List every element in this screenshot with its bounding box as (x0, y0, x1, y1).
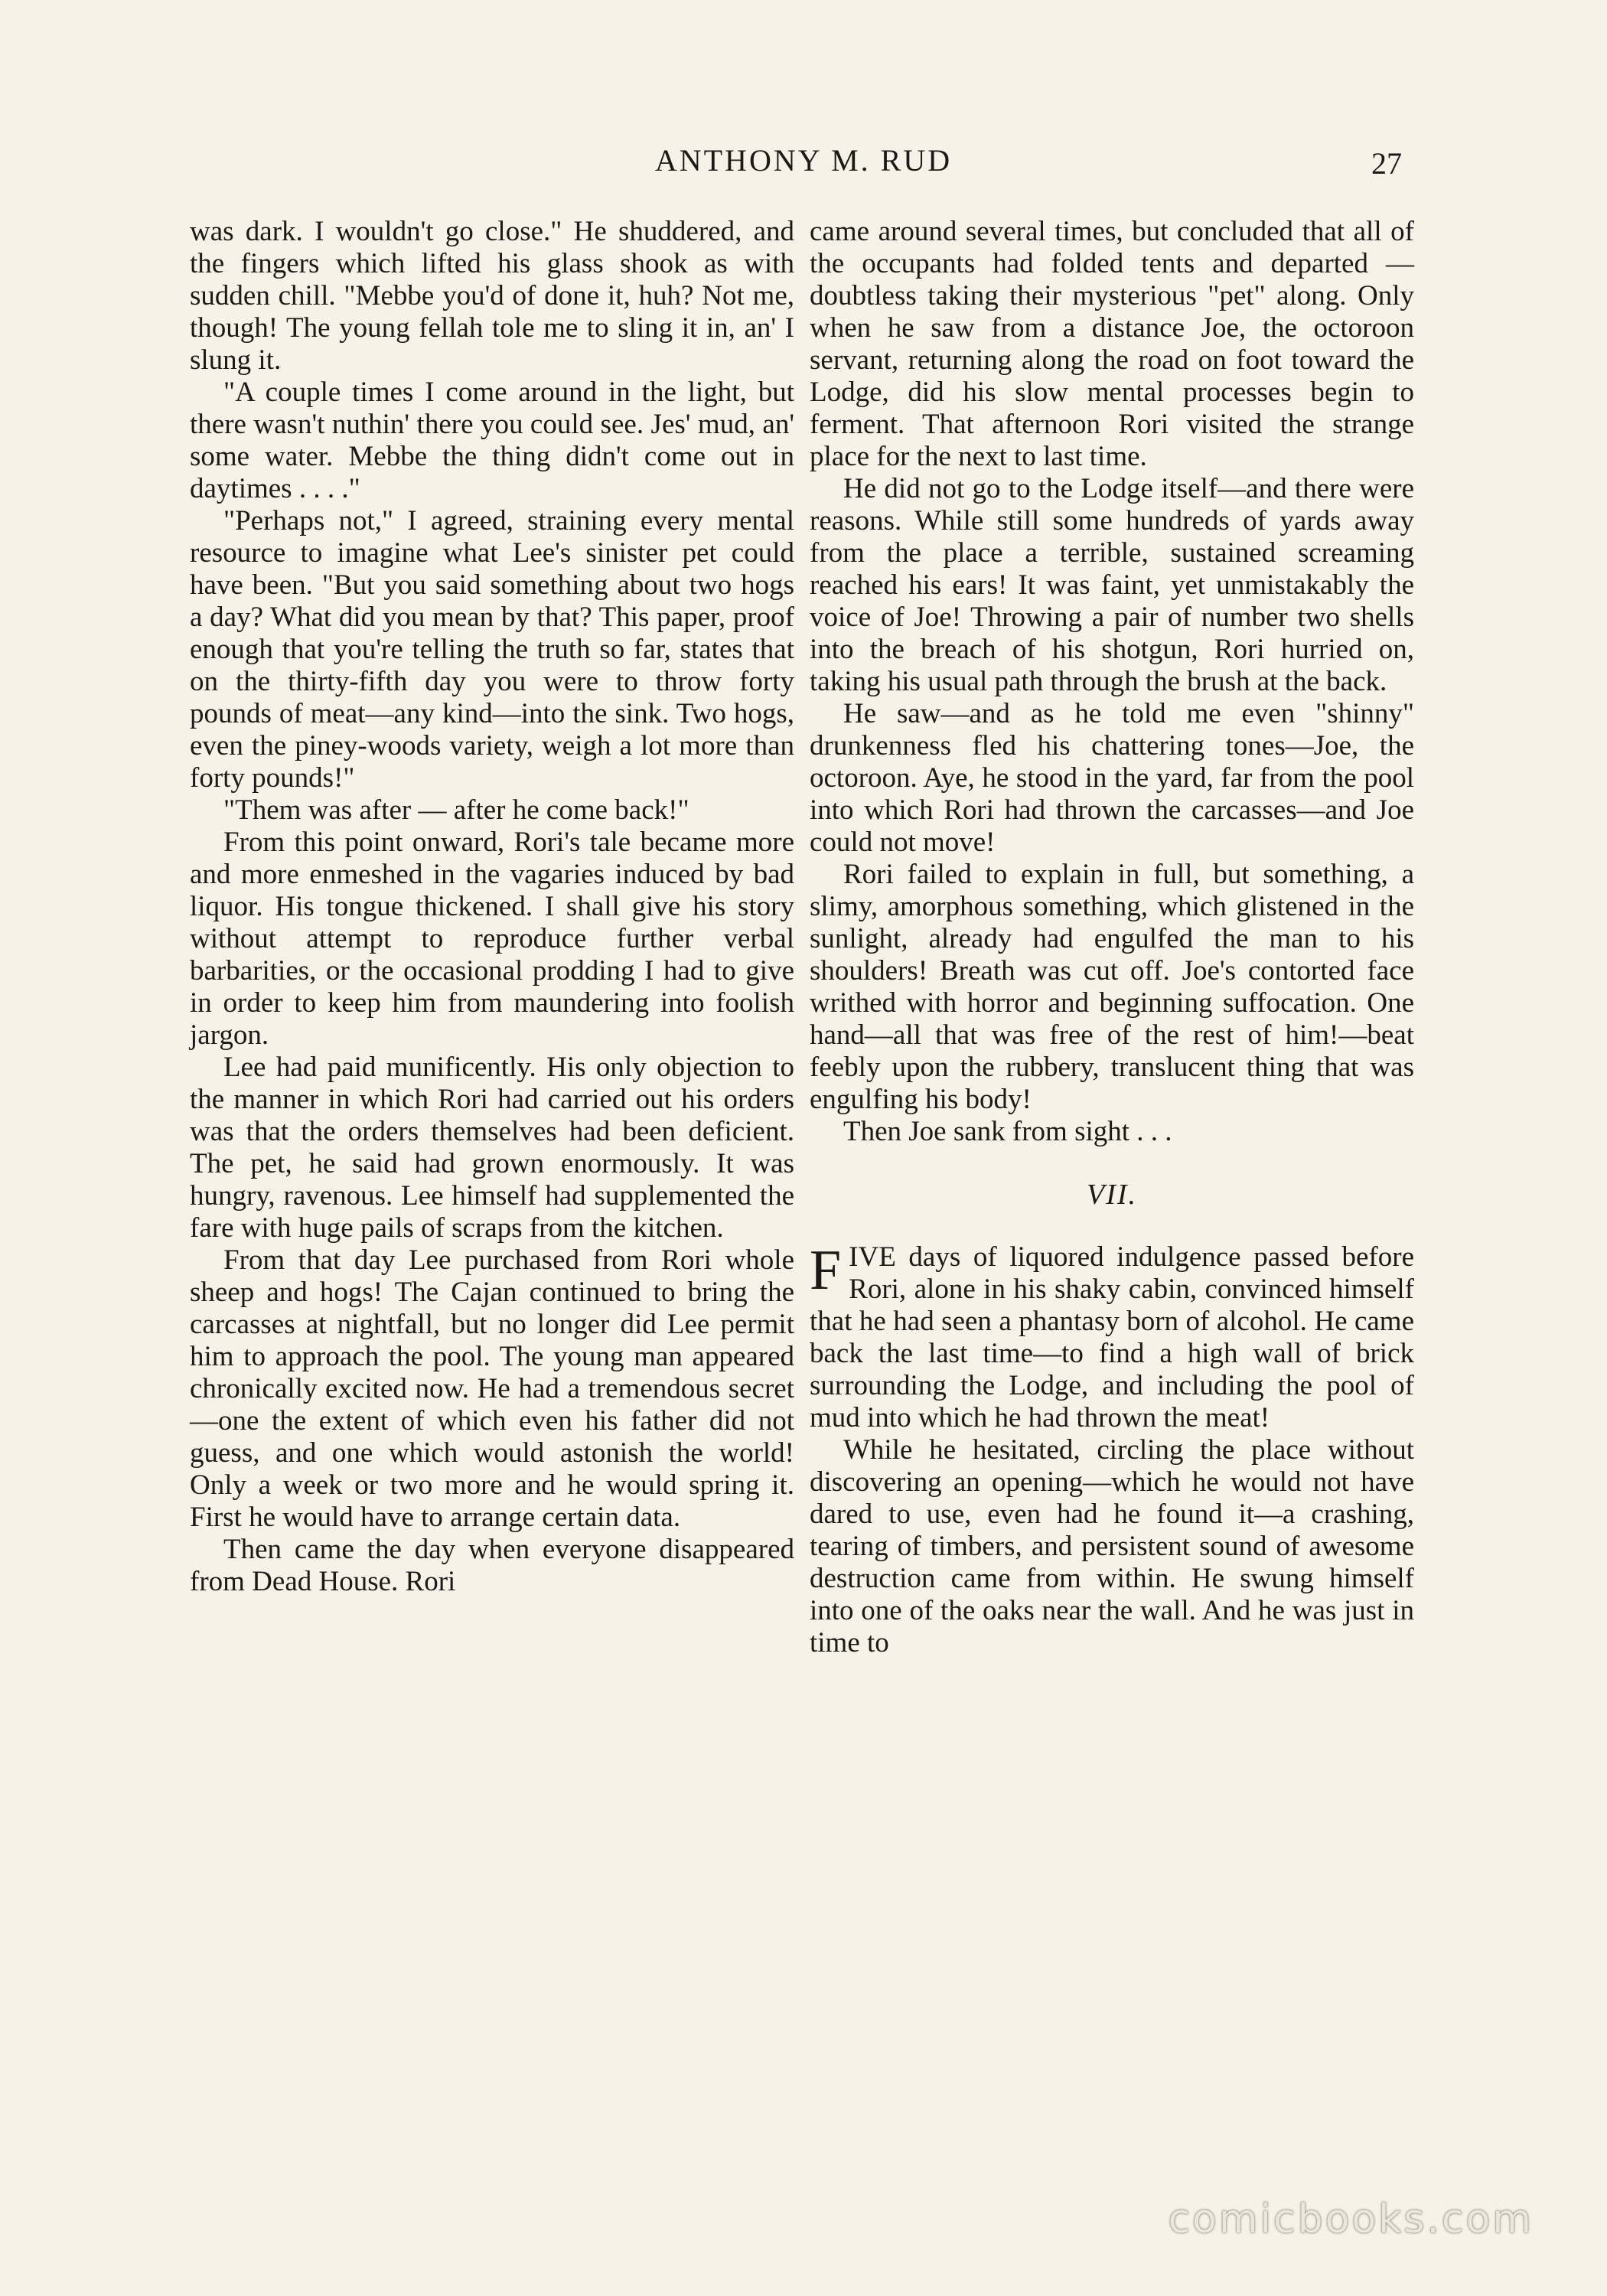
paragraph: Lee had paid munificently. His only objection to the manner in which Rori had carried out his orders was that the orders themselves had been deficient. The pet, he said had grown enormously. It was hungry, ravenous. Lee himself had supplemented the fare with huge pails of scraps from the kitchen. (190, 1052, 794, 1244)
section-heading: VII. (1086, 1179, 1138, 1211)
section-opening-paragraph (810, 1241, 1414, 1434)
paragraph: was dark. I wouldn't go close." He shuddered, and the fingers which lifted his glass shook as with sudden chill. "Mebbe you'd of done it, huh? Not me, though! The young fellah tole me to sling it in, an' I slung it. (190, 216, 794, 376)
paragraph: Then Joe sank from sight . . . (843, 1116, 1172, 1147)
author-name: ANTHONY M. RUD (654, 143, 953, 178)
page-number: 27 (1371, 146, 1402, 181)
paragraph: From that day Lee purchased from Rori whole sheep and hogs! The Cajan continued to bring the carcasses at nightfall, but no longer did Lee permit him to approach the pool. The young man appeared chronically excited now. He had a tremendous secret—one the extent of which even his father did not guess, and one which would astonish the world! Only a week or two more and he would spring it. First he would have to arrange certain data. (190, 1244, 794, 1533)
paragraph: "A couple times I come around in the light, but there wasn't nuthin' there you could see. Jes' mud, an' some water. Mebbe the thing didn't come out in daytimes . . . ." (190, 377, 794, 504)
paragraph: From this point onward, Rori's tale became more and more enmeshed in the vagaries induced by bad liquor. His tongue thickened. I shall give his story without attempt to reproduce further verbal barbarities, or the occasional prodding I had to give in order to keep him from maundering into foolish jargon. (190, 827, 794, 1051)
left-column (190, 216, 794, 1598)
paragraph: came around several times, but concluded that all of the occupants had folded tents and departed — doubtless taking their mysterious "pet" along. Only when he saw from a distance Joe, the octoroon servant, returning along the road on foot toward the Lodge, did his slow mental processes begin to ferment. That afternoon Rori visited the strange place for the next to last time. (810, 216, 1414, 472)
paragraph: While he hesitated, circling the place without discovering an opening—which he would not have dared to use, even had he found it—a crashing, tearing of timbers, and persistent sound of awesome destruction came from within. He swung himself into one of the oaks near the wall. And he was just in time to (810, 1434, 1414, 1658)
paragraph-text: IVE days of liquored indulgence passed before Rori, alone in his shaky cabin, convinced himself that he had seen a phantasy born of alcohol. He came back the last time—to find a high wall of brick surrounding the Lodge, and including the pool of mud into which he had thrown the meat! (810, 1241, 1414, 1433)
drop-cap: F (810, 1239, 842, 1302)
paragraph: He did not go to the Lodge itself—and there were reasons. While still some hundreds of yards away from the place a terrible, sustained screaming reached his ears! It was faint, yet unmistakably the voice of Joe! Throwing a pair of number two shells into the breach of his shotgun, Rori hurried on, taking his usual path through the brush at the back. (810, 473, 1414, 697)
running-head (0, 138, 1607, 191)
paragraph: Then came the day when everyone disappeared from Dead House. Rori (190, 1534, 794, 1597)
paragraph: "Them was after — after he come back!" (223, 794, 689, 826)
watermark-logo: comicbooks.com (1168, 2197, 1534, 2242)
paragraph: "Perhaps not," I agreed, straining every mental resource to imagine what Lee's sinister pet could have been. "But you said something about two hogs a day? What did you mean by that? This paper, proof enough that you're telling the truth so far, states that on the thirty-fifth day you were to throw forty pounds of meat—any kind—into the sink. Two hogs, even the piney-woods variety, weigh a lot more than forty pounds!" (190, 505, 794, 794)
paragraph: Rori failed to explain in full, but something, a slimy, amorphous something, which glistened in the sunlight, already had engulfed the man to his shoulders! Breath was cut off. Joe's contorted face writhed with horror and beginning suffocation. One hand—all that was free of the rest of him!—beat feebly upon the rubbery, translucent thing that was engulfing his body! (810, 859, 1414, 1115)
right-column (810, 216, 1414, 1659)
paragraph: He saw—and as he told me even "shinny" drunkenness fled his chattering tones—Joe, the octoroon. Aye, he stood in the yard, far from the pool into which Rori had thrown the carcasses—and Joe could not move! (810, 698, 1414, 858)
